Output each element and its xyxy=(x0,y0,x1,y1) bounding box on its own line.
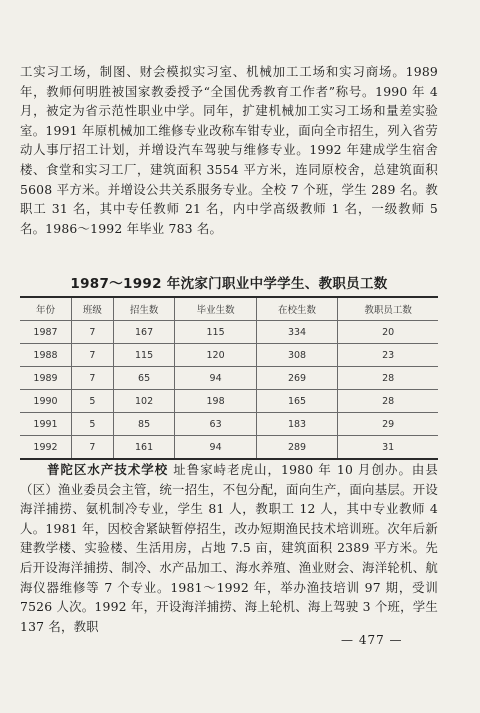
table-cell: 1989 xyxy=(20,367,72,390)
school-section xyxy=(20,460,438,636)
table-row xyxy=(20,436,438,460)
table-cell: 165 xyxy=(256,390,337,413)
header-cell: 在校生数 xyxy=(256,297,337,321)
school-description: 址鲁家峙老虎山，1980 年 10 月创办。由县（区）渔业委员会主管，统一招生，不包分配，面向生产，面向基层。开设海洋捕捞、氨机制冷专业，学生 81 人，教职工 12 人，其中专业教师 4 人。1981 年，因校舍紧缺暂停招生，改办短期渔民技术培训班。次年后新建教学楼、实验楼、生活用房，占地 7.5 亩，建筑面积 2389 平方米。先后开设海洋捕捞、制冷、水产品加工、海水养殖、渔业财会、海洋轮机、航海仪器维修等 7 个专业。1981～1992 年，举办渔技培训 97 期，受训 7526 人次。1992 年，开设海洋捕捞、海上轮机、海上驾驶 3 个班，学生 137 名，教职 xyxy=(20,462,438,634)
table-cell: 94 xyxy=(175,367,256,390)
intro-paragraph: 工实习工场，制图、财会模拟实习室、机械加工工场和实习商场。1989 年，教师何明胜被国家教委授予“全国优秀教育工作者”称号。1990 年 4 月，被定为省示范性职业中学。同年，扩建机械加工实习工场和量差实验室。1991 年原机械加工维修专业改称车钳专业，面向全市招生，列入省劳动人事厅招工计划，并增设汽车驾驶与维修专业。1992 年建成学生宿舍楼、食堂和实习工厂，建筑面积 3554 平方米，连同原校舍，总建筑面积 5608 平方米。并增设公共关系服务专业。全校 7 个班，学生 289 名。教职工 31 名，其中专任教师 21 名，内中学高级教师 1 名，一级教师 5 名。1986～1992 年毕业 783 名。 xyxy=(20,64,438,236)
page-number: — 477 — xyxy=(341,633,403,647)
table-title: 1987～1992 年沈家门职业中学学生、教职员工数 xyxy=(70,276,388,292)
table-cell: 7 xyxy=(72,321,114,344)
intro-text-block xyxy=(20,62,438,238)
table-cell: 1988 xyxy=(20,344,72,367)
table-cell: 198 xyxy=(175,390,256,413)
school-paragraph xyxy=(20,460,438,636)
table-cell: 289 xyxy=(256,436,337,460)
table-cell: 29 xyxy=(338,413,438,436)
header-cell: 年份 xyxy=(20,297,72,321)
table-cell: 65 xyxy=(113,367,175,390)
table-cell: 1987 xyxy=(20,321,72,344)
table-cell: 7 xyxy=(72,344,114,367)
header-cell: 招生数 xyxy=(113,297,175,321)
table-row xyxy=(20,321,438,344)
table-cell: 63 xyxy=(175,413,256,436)
header-cell: 教职员工数 xyxy=(338,297,438,321)
header-cell: 班级 xyxy=(72,297,114,321)
table-cell: 85 xyxy=(113,413,175,436)
table-cell: 7 xyxy=(72,367,114,390)
table-cell: 269 xyxy=(256,367,337,390)
table-cell: 161 xyxy=(113,436,175,460)
table-cell: 1992 xyxy=(20,436,72,460)
table-cell: 115 xyxy=(175,321,256,344)
table-cell: 7 xyxy=(72,436,114,460)
table-cell: 23 xyxy=(338,344,438,367)
school-name-heading: 普陀区水产技术学校 xyxy=(47,462,169,477)
table-cell: 1991 xyxy=(20,413,72,436)
table-cell: 183 xyxy=(256,413,337,436)
table-cell: 28 xyxy=(338,367,438,390)
table-cell: 20 xyxy=(338,321,438,344)
table-cell: 120 xyxy=(175,344,256,367)
table-cell: 334 xyxy=(256,321,337,344)
table-cell: 167 xyxy=(113,321,175,344)
table-cell: 115 xyxy=(113,344,175,367)
table-cell: 31 xyxy=(338,436,438,460)
table-cell: 5 xyxy=(72,390,114,413)
table-cell: 94 xyxy=(175,436,256,460)
table-row xyxy=(20,367,438,390)
table-cell: 308 xyxy=(256,344,337,367)
table-row xyxy=(20,413,438,436)
table-cell: 1990 xyxy=(20,390,72,413)
table-cell: 5 xyxy=(72,413,114,436)
header-cell: 毕业生数 xyxy=(175,297,256,321)
table-row xyxy=(20,344,438,367)
statistics-table xyxy=(20,296,438,460)
table-cell: 28 xyxy=(338,390,438,413)
table-row xyxy=(20,390,438,413)
table-cell: 102 xyxy=(113,390,175,413)
table-header-row xyxy=(20,297,438,321)
